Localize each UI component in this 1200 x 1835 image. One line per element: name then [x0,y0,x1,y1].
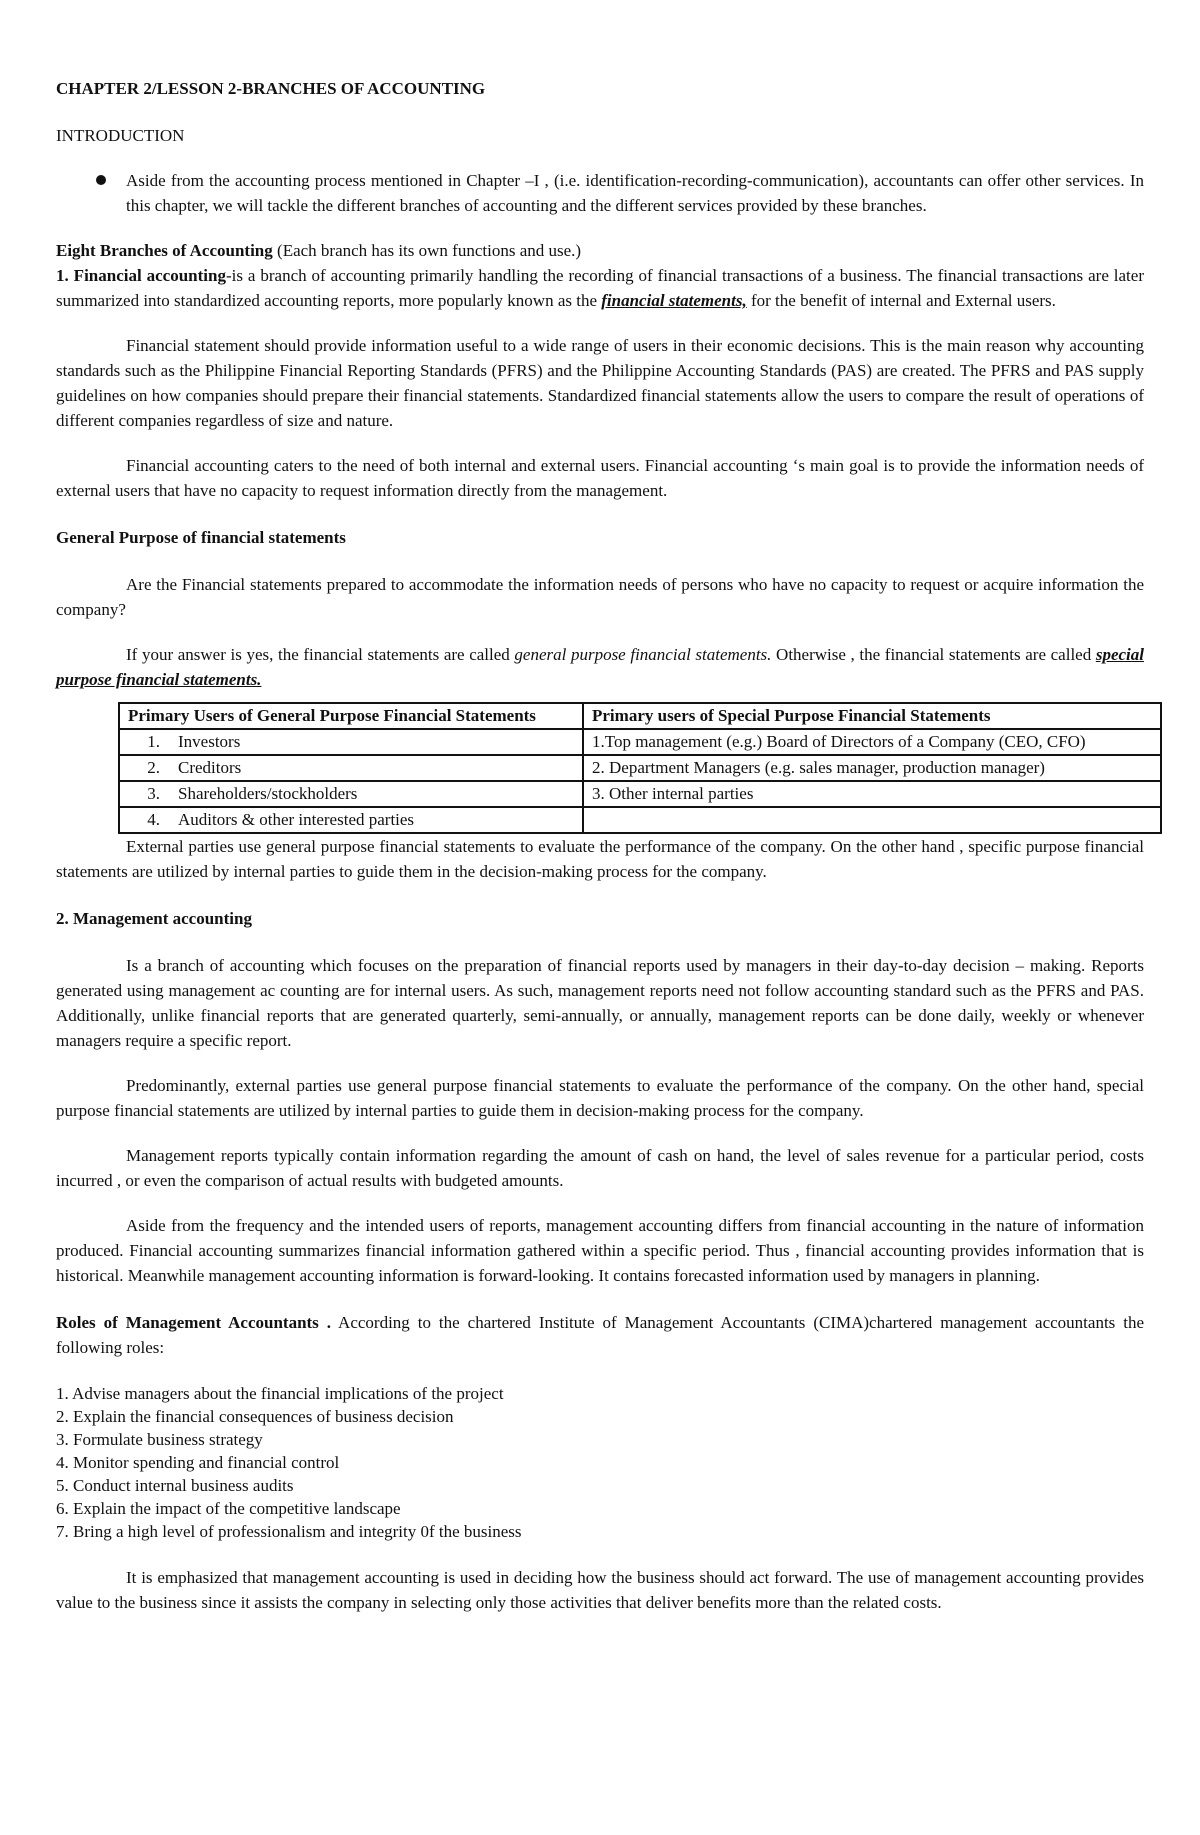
row-left-text: Creditors [178,758,242,777]
table-cell-left [119,755,583,781]
gp-paragraph-2 [56,642,1144,692]
gp-p2-text-b: Otherwise , the financial statements are called [771,645,1096,664]
list-item: 1. Advise managers about the financial implications of the project [56,1384,504,1403]
gp-p2-text-a: If your answer is yes, the financial statements are called [126,645,515,664]
table-cell-right [583,807,1161,833]
after-table-paragraph: External parties use general purpose financial statements to evaluate the performance of the company. On the other hand , specific purpose financial statements are utilized by internal parties to guide them in the decision-making process for the company. [56,837,1144,881]
financial-statements-emphasis: financial statements, [601,291,747,310]
fa-paragraph-3: Financial accounting caters to the need of both internal and external users. Financial accounting ‘s main goal is to provide the information needs of external users that have no capacity to request information directly from the management. [56,456,1144,500]
table-row [119,755,1161,781]
gp-paragraph-1: Are the Financial statements prepared to accommodate the information needs of persons who have no capacity to request or acquire information the company? [56,575,1144,619]
roles-paragraph [56,1310,1144,1360]
table-cell-left [119,781,583,807]
row-number: 1. [147,732,160,751]
intro-bullet [56,168,1144,218]
list-item: 3. Formulate business strategy [56,1430,263,1449]
row-left-text: Auditors & other interested parties [178,810,415,829]
table-row [119,729,1161,755]
row-number: 3. [147,784,160,803]
users-table [118,702,1162,834]
management-accounting-heading: 2. Management accounting [56,909,252,928]
eight-branches-note: (Each branch has its own functions and use.) [272,241,582,260]
general-purpose-heading: General Purpose of financial statements [56,528,346,547]
table-row [119,781,1161,807]
roles-text: According to the chartered Institute of Management Accountants (CIMA)chartered management accountants the following roles: [56,1313,1145,1357]
list-item: 7. Bring a high level of professionalism and integrity 0f the business [56,1522,522,1541]
eight-branches-heading: Eight Branches of Accounting [56,241,273,260]
financial-accounting-heading: 1. Financial accounting [56,266,226,285]
col2-header: Primary users of Special Purpose Financial Statements [583,703,1161,729]
table-cell-right: 1.Top management (e.g.) Board of Directors of a Company (CEO, CFO) [583,729,1161,755]
ma-paragraph-2: Predominantly, external parties use general purpose financial statements to evaluate the performance of the company. On the other hand, special purpose financial statements are utilized by internal parties to guide them in decision-making process for the company. [56,1076,1144,1120]
table-cell-left [119,807,583,833]
row-left-text: Shareholders/stockholders [178,784,358,803]
table-cell-right: 3. Other internal parties [583,781,1161,807]
ma-paragraph-3: Management reports typically contain information regarding the amount of cash on hand, the level of sales revenue for a particular period, costs incurred , or even the comparison of actual results with budgeted amounts. [56,1146,1144,1190]
table-cell-left [119,729,583,755]
fa-text-1: -is a branch of accounting primarily handling the recording of financial transactions of a business. The financial transactions are later summarized into standardized accounting reports, more popularly known as the [56,266,1144,310]
chapter-title: CHAPTER 2/LESSON 2-BRANCHES OF ACCOUNTING [56,79,486,98]
list-item: 2. Explain the financial consequences of business decision [56,1407,454,1426]
roles-list [56,1382,1144,1543]
list-item: 6. Explain the impact of the competitive landscape [56,1499,401,1518]
row-number: 4. [147,810,160,829]
ma-paragraph-4: Aside from the frequency and the intended users of reports, management accounting differs from financial accounting in the nature of information produced. Financial accounting summarizes financial information gathered within a specific period. Thus , financial accounting provides information that is historical. Meanwhile management accounting information is forward-looking. It contains forecasted information used by managers in planning. [56,1216,1144,1285]
bullet-icon [56,168,96,218]
table-cell-right: 2. Department Managers (e.g. sales manager, production manager) [583,755,1161,781]
row-left-text: Investors [178,732,241,751]
col1-header: Primary Users of General Purpose Financial Statements [119,703,583,729]
table-row [119,807,1161,833]
intro-heading: INTRODUCTION [56,126,185,145]
general-purpose-emphasis: general purpose financial statements. [514,645,772,664]
special-purpose-emphasis: special purpose financial statements. [56,645,1144,689]
table-header-row [119,703,1161,729]
closing-paragraph: It is emphasized that management accounting is used in deciding how the business should act forward. The use of management accounting provides value to the business since it assists the company in selecting only those activities that deliver benefits more than the related costs. [56,1568,1144,1612]
intro-bullet-text: Aside from the accounting process mentioned in Chapter –I , (i.e. identification-recording-communication), accountants can offer other services. In this chapter, we will tackle the different branches of accounting and the different services provided by these branches. [126,171,1144,215]
fa-paragraph-2: Financial statement should provide information useful to a wide range of users in their economic decisions. This is the main reason why accounting standards such as the Philippine Financial Reporting Standards (PFRS) and the Philippine Accounting Standards (PAS) are created. The PFRS and PAS supply guidelines on how companies should prepare their financial statements. Standardized financial statements allow the users to compare the result of operations of different companies regardless of size and nature. [56,336,1144,430]
row-number: 2. [147,758,160,777]
list-item: 5. Conduct internal business audits [56,1476,294,1495]
eight-branches-line [56,238,1144,263]
fa-text-2: for the benefit of internal and External users. [746,291,1056,310]
ma-paragraph-1: Is a branch of accounting which focuses on the preparation of financial reports used by managers in their day-to-day decision – making. Reports generated using management ac counting are for internal users. As such, management reports need not follow accounting standard such as the PFRS and PAS. Additionally, unlike financial reports that are generated quarterly, semi-annually, or annually, management reports can be done daily, weekly or whenever managers require a specific report. [56,956,1144,1050]
roles-heading: Roles of Management Accountants . [56,1313,332,1332]
list-item: 4. Monitor spending and financial control [56,1453,340,1472]
financial-accounting-paragraph [56,263,1144,313]
